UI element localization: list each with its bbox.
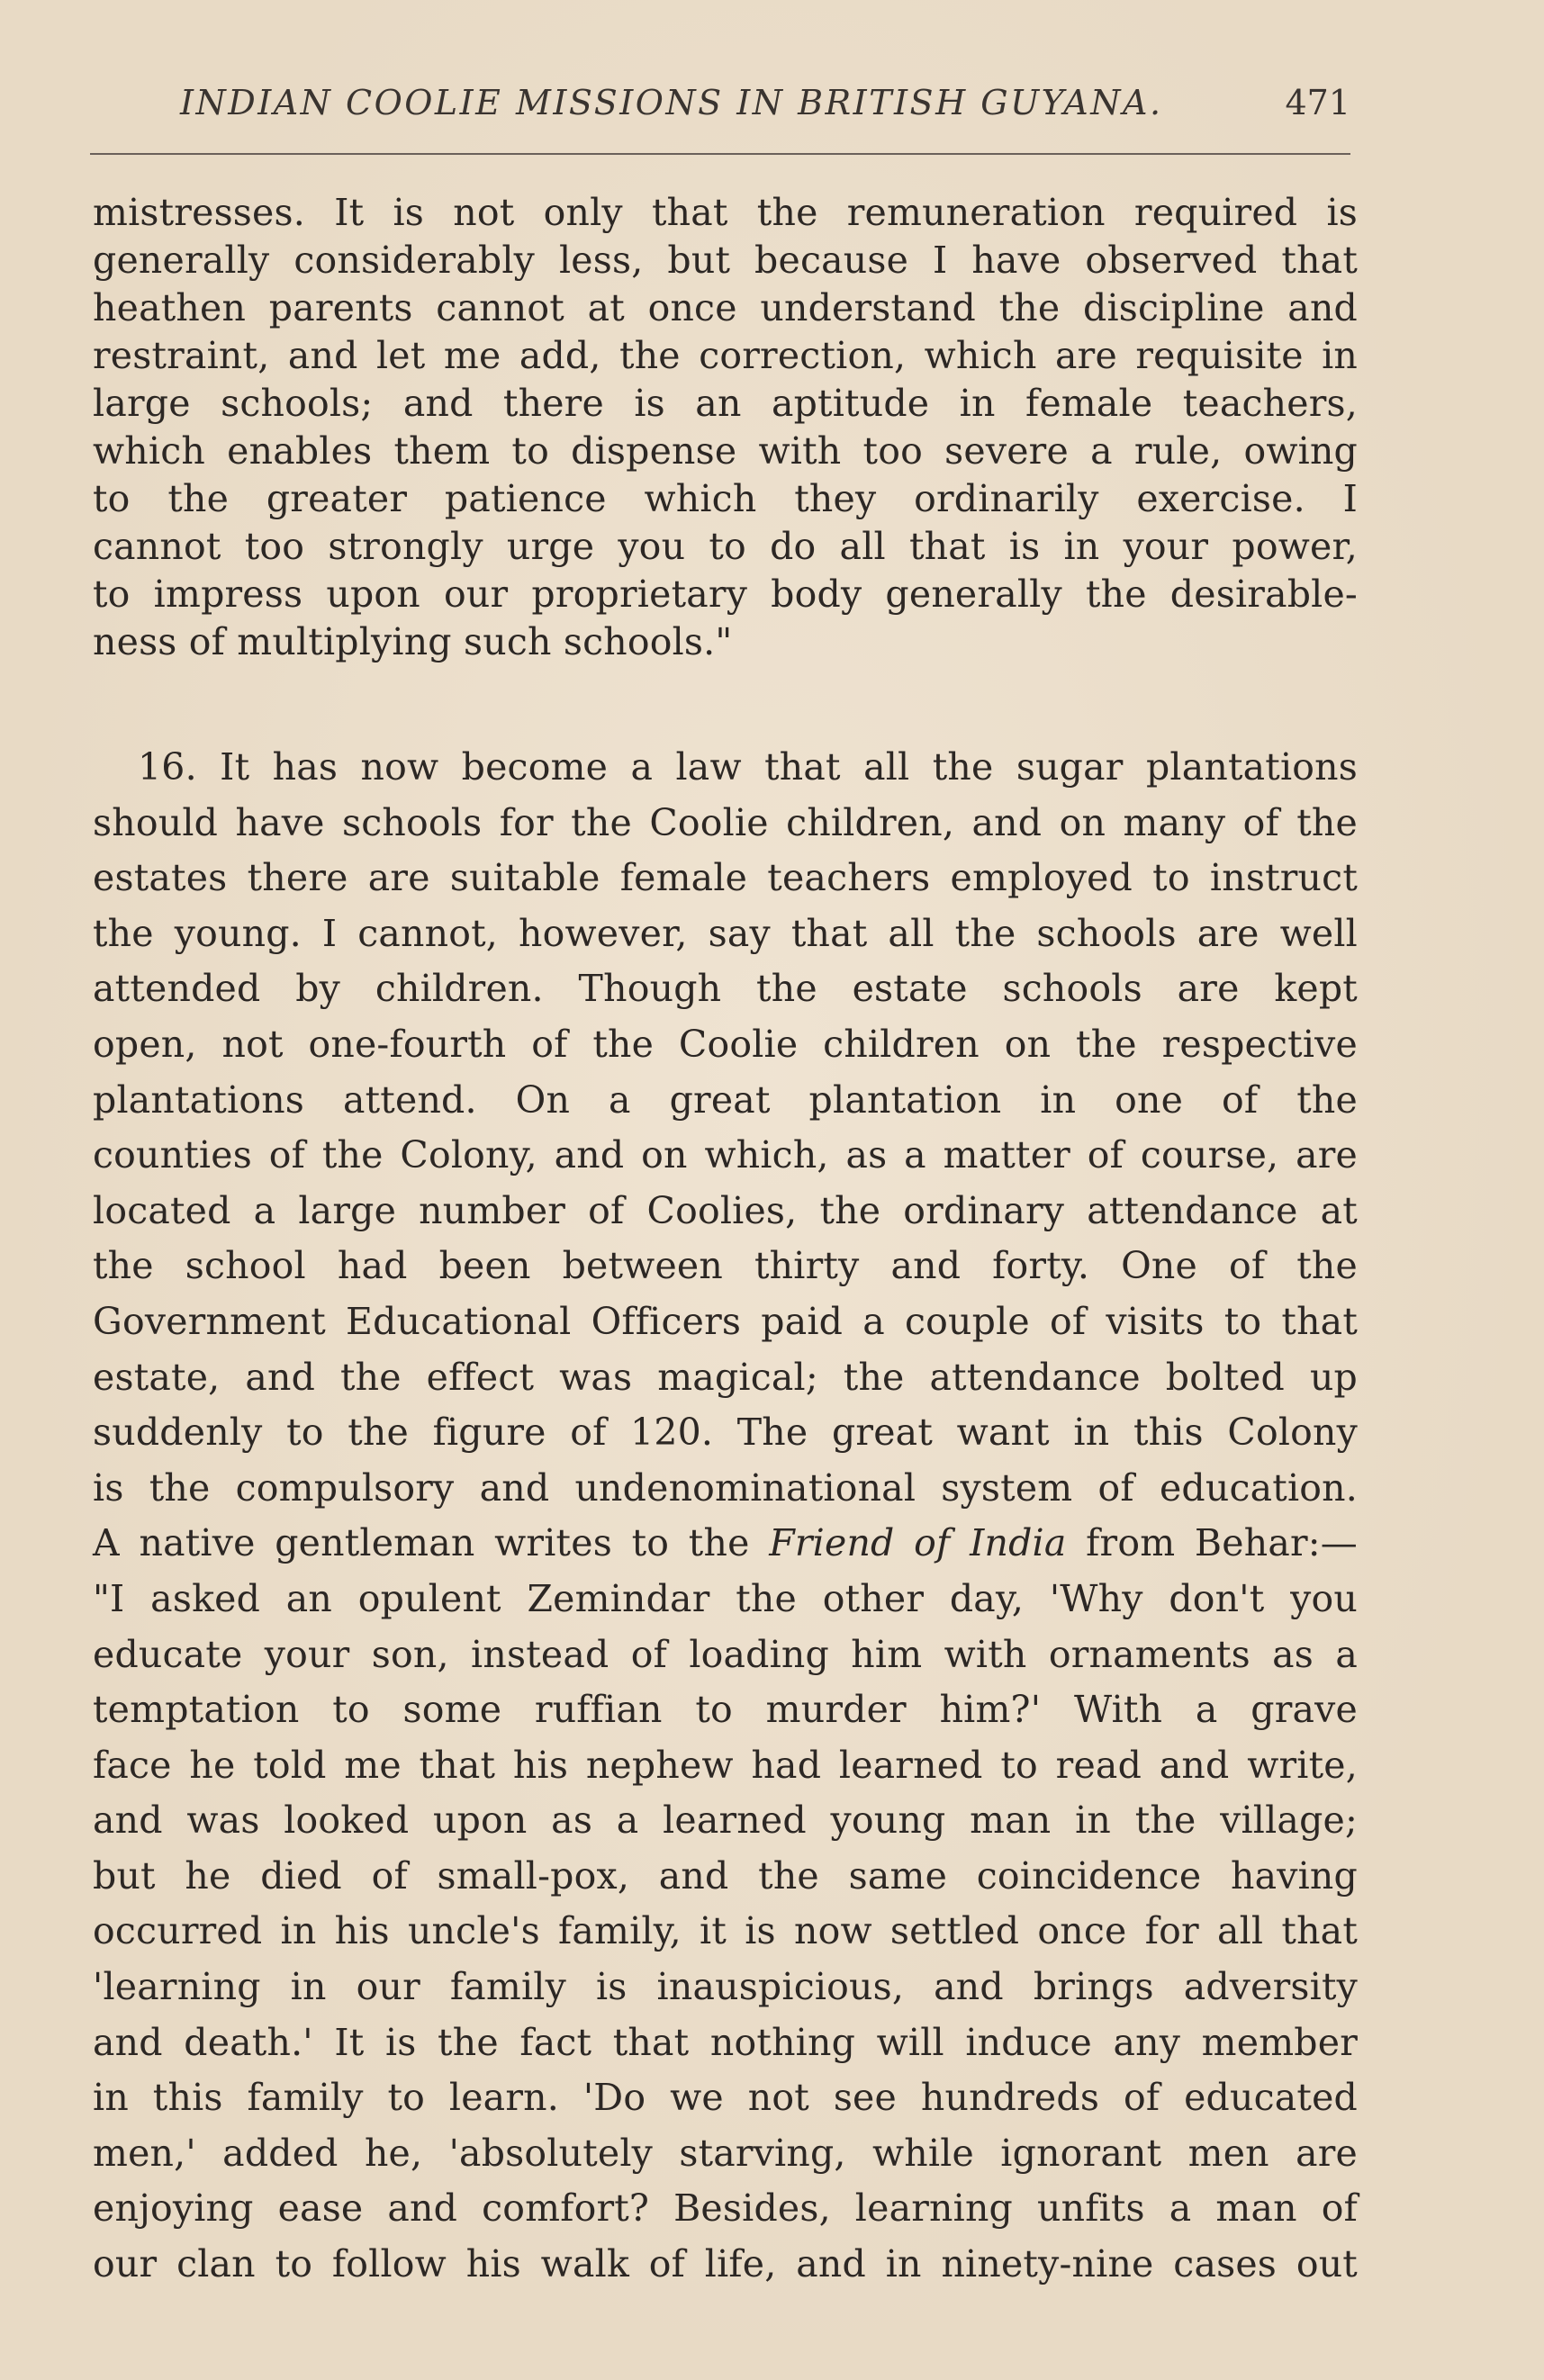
text-line: large schools; and there is an aptitude in female teachers,: [93, 382, 1358, 425]
text-line: attended by children. Though the estate schools are kept: [93, 967, 1358, 1011]
text-line: restraint, and let me add, the correction, which are requisite in: [93, 334, 1358, 377]
paragraph-2: [93, 740, 1358, 2293]
text-line: face he told me that his nephew had learned to read and write,: [93, 1743, 1358, 1787]
page-number: 471: [1285, 83, 1350, 122]
text-segment: from Behar:—: [1066, 1521, 1358, 1565]
text-line: located a large number of Coolies, the ordinary attendance at: [93, 1188, 1358, 1232]
text-line: open, not one-fourth of the Coolie children on the respective: [93, 1022, 1358, 1066]
text-line: mistresses. It is not only that the remuneration required is: [93, 191, 1358, 234]
text-line: should have schools for the Coolie children, and on many of the: [93, 800, 1358, 844]
text-line: to impress upon our proprietary body generally the desirable-: [93, 572, 1358, 616]
text-line: estate, and the effect was magical; the attendance bolted up: [93, 1355, 1358, 1399]
text-line: "I asked an opulent Zemindar the other day, 'Why don't you: [93, 1576, 1358, 1620]
text-line: to the greater patience which they ordinarily exercise. I: [93, 477, 1358, 520]
text-line: in this family to learn. 'Do we not see hundreds of educated: [93, 2076, 1358, 2120]
text-line: is the compulsory and undenominational system of education.: [93, 1465, 1358, 1510]
text-line: the school had been between thirty and forty. One of the: [93, 1244, 1358, 1288]
text-line: heathen parents cannot at once understand the discipline and: [93, 286, 1358, 329]
text-segment: A native gentleman writes to the: [93, 1521, 770, 1565]
text-line: the young. I cannot, however, say that all the schools are well: [93, 911, 1358, 955]
text-line: enjoying ease and comfort? Besides, learning unfits a man of: [93, 2186, 1358, 2231]
text-line: 16. It has now become a law that all the sugar plantations: [138, 745, 1358, 789]
running-head: [90, 83, 1355, 137]
text-line: men,' added he, 'absolutely starving, while ignorant men are: [93, 2131, 1358, 2175]
paragraph-1: [93, 189, 1358, 666]
text-line: plantations attend. On a great plantation in one of the: [93, 1077, 1358, 1122]
text-line: and death.' It is the fact that nothing will induce any member: [93, 2020, 1358, 2064]
text-line: occurred in his uncle's family, it is now settled once for all that: [93, 1909, 1358, 1953]
text-line: counties of the Colony, and on which, as a matter of course, are: [93, 1133, 1358, 1177]
text-line: suddenly to the figure of 120. The great want in this Colony: [93, 1411, 1358, 1455]
text-line: our clan to follow his walk of life, and in ninety-nine cases out: [93, 2242, 1358, 2286]
text-line: educate your son, instead of loading him with ornaments as a: [93, 1632, 1358, 1676]
text-line: which enables them to dispense with too severe a rule, owing: [93, 429, 1358, 473]
text-line: 'learning in our family is inauspicious, and brings adversity: [93, 1965, 1358, 2009]
running-title: INDIAN COOLIE MISSIONS IN BRITISH GUYANA.: [180, 83, 1163, 122]
periodical-title: Friend of India: [769, 1521, 1067, 1565]
text-line: ness of multiplying such schools.": [93, 620, 733, 663]
text-line: but he died of small-pox, and the same coincidence having: [93, 1853, 1358, 1898]
body-text: [93, 189, 1358, 2286]
text-line: temptation to some ruffian to murder him?' With a grave: [93, 1688, 1358, 1732]
text-line: generally considerably less, but because I have observed that: [93, 239, 1358, 282]
text-line: and was looked upon as a learned young man in the village;: [93, 1799, 1358, 1843]
text-line: cannot too strongly urge you to do all that is in your power,: [93, 525, 1358, 568]
text-line: estates there are suitable female teachers employed to instruct: [93, 856, 1358, 900]
text-line-with-italic: [93, 1516, 1358, 1572]
header-rule: [90, 153, 1350, 155]
text-line: Government Educational Officers paid a couple of visits to that: [93, 1299, 1358, 1343]
